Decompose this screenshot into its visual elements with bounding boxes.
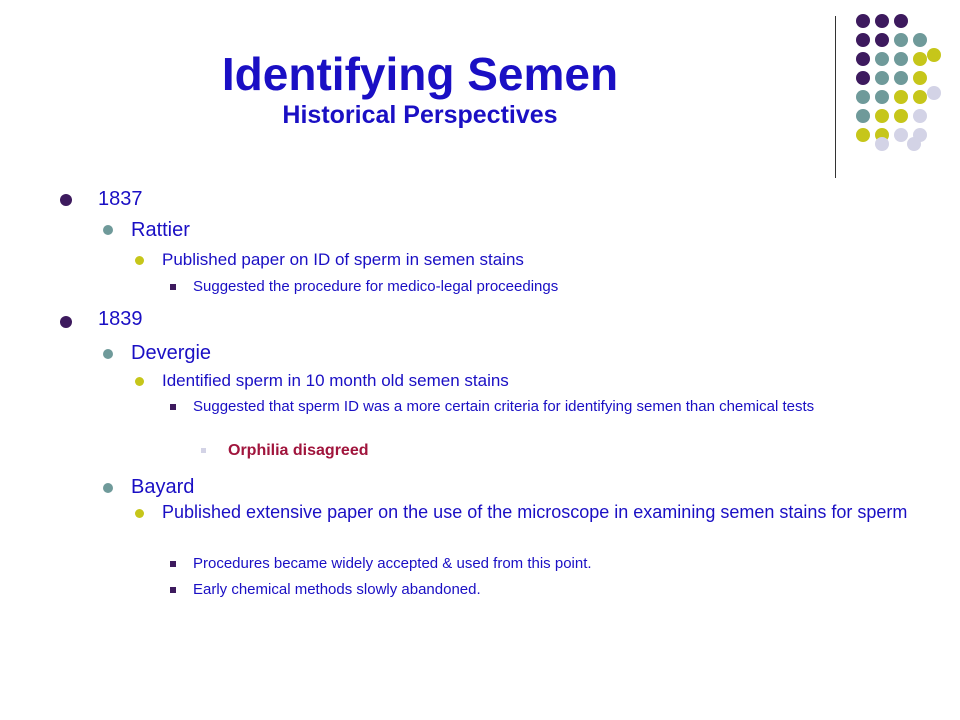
rattier-paper: Published paper on ID of sperm in semen stains xyxy=(162,250,524,269)
dot xyxy=(894,109,908,123)
dot xyxy=(875,90,889,104)
bayard-abandoned: Early chemical methods slowly abandoned. xyxy=(193,581,481,598)
bullet-icon xyxy=(60,194,72,206)
bullet-icon xyxy=(103,225,113,235)
rattier-suggest: Suggested the procedure for medico-legal proceedings xyxy=(193,278,559,295)
title-block xyxy=(100,48,740,130)
decorative-dot-grid xyxy=(850,14,930,154)
dot xyxy=(907,137,921,151)
decorative-divider xyxy=(835,16,836,178)
square-bullet-icon xyxy=(170,561,176,567)
slide-subtitle: Historical Perspectives xyxy=(282,101,558,129)
dot xyxy=(913,71,927,85)
dot xyxy=(927,86,941,100)
dot xyxy=(894,14,908,28)
name-rattier: Rattier xyxy=(131,219,190,241)
dot xyxy=(894,52,908,66)
name-bayard: Bayard xyxy=(131,476,195,498)
bullet-icon xyxy=(135,256,144,265)
dot xyxy=(856,109,870,123)
square-bullet-icon xyxy=(170,587,176,593)
dot xyxy=(875,33,889,47)
dot xyxy=(856,128,870,142)
dot xyxy=(913,33,927,47)
dot xyxy=(875,71,889,85)
dot xyxy=(856,52,870,66)
dot xyxy=(927,48,941,62)
bullet-icon xyxy=(135,509,144,518)
bullet-icon xyxy=(103,349,113,359)
devergie-suggest: Suggested that sperm ID was a more certain criteria for identifying semen than chemical tests xyxy=(193,398,815,415)
year-1837: 1837 xyxy=(98,188,143,210)
dot xyxy=(875,14,889,28)
dot xyxy=(875,52,889,66)
name-devergie: Devergie xyxy=(131,342,212,364)
bayard-paper: Published extensive paper on the use of the microscope in examining semen stains for sperm xyxy=(162,502,908,522)
square-bullet-icon xyxy=(201,448,206,453)
dot xyxy=(856,33,870,47)
dot xyxy=(913,90,927,104)
dot xyxy=(875,109,889,123)
bayard-accepted: Procedures became widely accepted & used from this point. xyxy=(193,555,592,572)
orphilia-disagreed: Orphilia disagreed xyxy=(228,442,369,459)
dot xyxy=(894,71,908,85)
square-bullet-icon xyxy=(170,284,176,290)
dot xyxy=(875,137,889,151)
devergie-identified: Identified sperm in 10 month old semen stains xyxy=(162,371,509,390)
dot xyxy=(894,90,908,104)
bullet-icon xyxy=(60,316,72,328)
dot xyxy=(913,52,927,66)
dot xyxy=(913,109,927,123)
dot xyxy=(856,90,870,104)
bullet-icon xyxy=(103,483,113,493)
year-1839: 1839 xyxy=(98,308,143,330)
square-bullet-icon xyxy=(170,404,176,410)
dot xyxy=(894,33,908,47)
bullet-icon xyxy=(135,377,144,386)
dot xyxy=(856,14,870,28)
dot xyxy=(856,71,870,85)
dot xyxy=(894,128,908,142)
slide-title: Identifying Semen xyxy=(221,48,619,100)
